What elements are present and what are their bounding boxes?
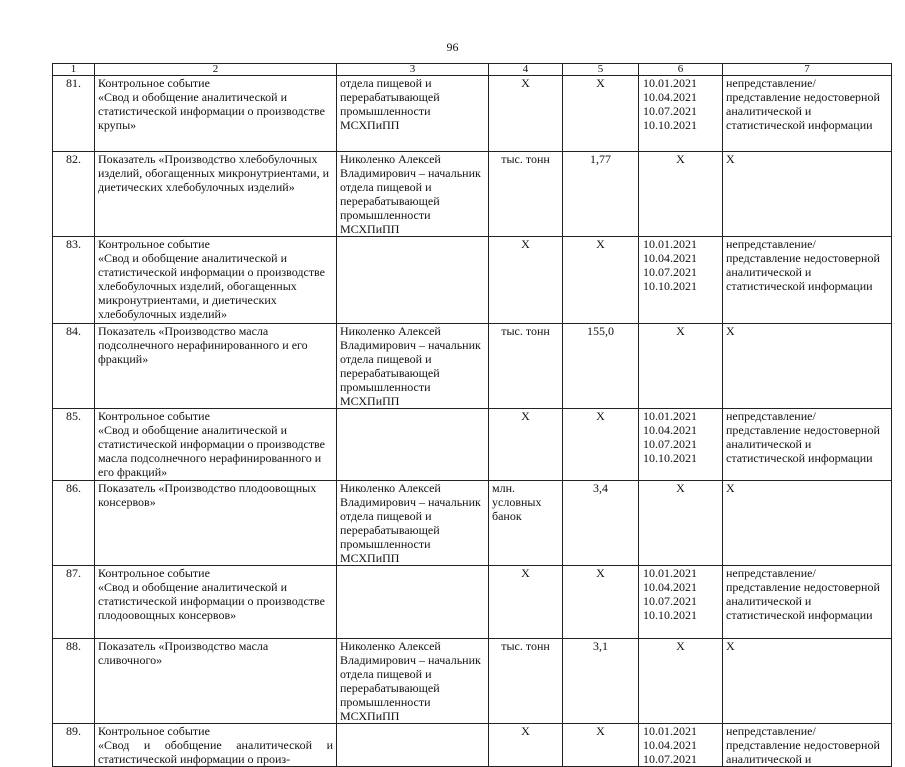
row-unit: Х (489, 566, 563, 639)
row-notes: Х (723, 324, 892, 409)
row-value: Х (563, 76, 639, 152)
row-unit: млн. условных банок (489, 481, 563, 566)
row-notes: непредставление/представление недостоверной аналитической и статистической информации (723, 237, 892, 324)
row-description: Показатель «Производство масла подсолнечного нерафинированного и его фракций» (95, 324, 337, 409)
row-notes: непредставление/представление недостоверной аналитической и статистической информации (723, 566, 892, 639)
row-responsible (337, 409, 489, 481)
row-value: 1,77 (563, 152, 639, 237)
table-row (53, 76, 892, 152)
row-notes: Х (723, 481, 892, 566)
row-number: 89. (53, 724, 95, 767)
row-responsible (337, 566, 489, 639)
row-number: 87. (53, 566, 95, 639)
row-responsible: Николенко Алексей Владимирович – начальник отдела пищевой и перерабатывающей промышленности МСХПиПП (337, 639, 489, 724)
page-number: 96 (446, 40, 459, 54)
row-dates: 10.01.2021 10.04.2021 10.07.2021 (639, 724, 723, 767)
table-row (53, 152, 892, 237)
row-number: 84. (53, 324, 95, 409)
row-notes: Х (723, 639, 892, 724)
row-dates: Х (639, 152, 723, 237)
table-row (53, 237, 892, 324)
table-row (53, 639, 892, 724)
row-value: 3,1 (563, 639, 639, 724)
row-value: Х (563, 724, 639, 767)
column-header: 5 (563, 64, 639, 76)
row-unit: тыс. тонн (489, 152, 563, 237)
row-notes: непредставление/представление недостоверной аналитической и (723, 724, 892, 767)
row-description: Показатель «Производство масла сливочного» (95, 639, 337, 724)
row-description: Контрольное событие «Свод и обобщение аналитической и статистической информации о произ- (95, 724, 337, 767)
row-notes: Х (723, 152, 892, 237)
column-header: 4 (489, 64, 563, 76)
row-number: 85. (53, 409, 95, 481)
row-value: 155,0 (563, 324, 639, 409)
row-dates: Х (639, 324, 723, 409)
row-description: Контрольное событие «Свод и обобщение аналитической и статистической информации о производстве хлебобулочных изделий, обогащенных микронутриентами, и диетических хлебобулочных изделий» (95, 237, 337, 324)
row-unit: тыс. тонн (489, 639, 563, 724)
column-header: 3 (337, 64, 489, 76)
table-row (53, 566, 892, 639)
table-row (53, 724, 892, 767)
row-number: 81. (53, 76, 95, 152)
row-dates: 10.01.2021 10.04.2021 10.07.2021 10.10.2021 (639, 237, 723, 324)
row-responsible (337, 724, 489, 767)
row-unit: Х (489, 237, 563, 324)
row-value: Х (563, 237, 639, 324)
table-row (53, 409, 892, 481)
table-header-row (53, 64, 892, 76)
table-row (53, 324, 892, 409)
row-unit: Х (489, 724, 563, 767)
row-responsible: Николенко Алексей Владимирович – начальник отдела пищевой и перерабатывающей промышленности МСХПиПП (337, 152, 489, 237)
row-dates: 10.01.2021 10.04.2021 10.07.2021 10.10.2021 (639, 566, 723, 639)
column-header: 2 (95, 64, 337, 76)
row-number: 83. (53, 237, 95, 324)
row-notes: непредставление/представление недостоверной аналитической и статистической информации (723, 76, 892, 152)
row-description: Показатель «Производство хлебобулочных изделий, обогащенных микронутриентами, и диетических хлебобулочных изделий» (95, 152, 337, 237)
row-value: Х (563, 566, 639, 639)
row-dates: Х (639, 481, 723, 566)
row-unit: Х (489, 76, 563, 152)
row-responsible (337, 237, 489, 324)
row-value: 3,4 (563, 481, 639, 566)
row-number: 82. (53, 152, 95, 237)
document-table (52, 63, 892, 767)
row-responsible: Николенко Алексей Владимирович – начальник отдела пищевой и перерабатывающей промышленности МСХПиПП (337, 481, 489, 566)
row-description: Контрольное событие «Свод и обобщение аналитической и статистической информации о производстве крупы» (95, 76, 337, 152)
row-description: Показатель «Производство плодоовощных консервов» (95, 481, 337, 566)
row-number: 86. (53, 481, 95, 566)
row-notes: непредставление/представление недостоверной аналитической и статистической информации (723, 409, 892, 481)
column-header: 1 (53, 64, 95, 76)
column-header: 6 (639, 64, 723, 76)
table-row (53, 481, 892, 566)
row-unit: Х (489, 409, 563, 481)
row-responsible: Николенко Алексей Владимирович – начальник отдела пищевой и перерабатывающей промышленности МСХПиПП (337, 324, 489, 409)
row-responsible: отдела пищевой и перерабатывающей промышленности МСХПиПП (337, 76, 489, 152)
column-header: 7 (723, 64, 892, 76)
row-dates: Х (639, 639, 723, 724)
row-value: Х (563, 409, 639, 481)
row-number: 88. (53, 639, 95, 724)
row-unit: тыс. тонн (489, 324, 563, 409)
row-dates: 10.01.2021 10.04.2021 10.07.2021 10.10.2021 (639, 409, 723, 481)
row-dates: 10.01.2021 10.04.2021 10.07.2021 10.10.2021 (639, 76, 723, 152)
row-description: Контрольное событие «Свод и обобщение аналитической и статистической информации о производстве масла подсолнечного нерафинированного и его фракций» (95, 409, 337, 481)
row-description: Контрольное событие «Свод и обобщение аналитической и статистической информации о производстве плодоовощных консервов» (95, 566, 337, 639)
